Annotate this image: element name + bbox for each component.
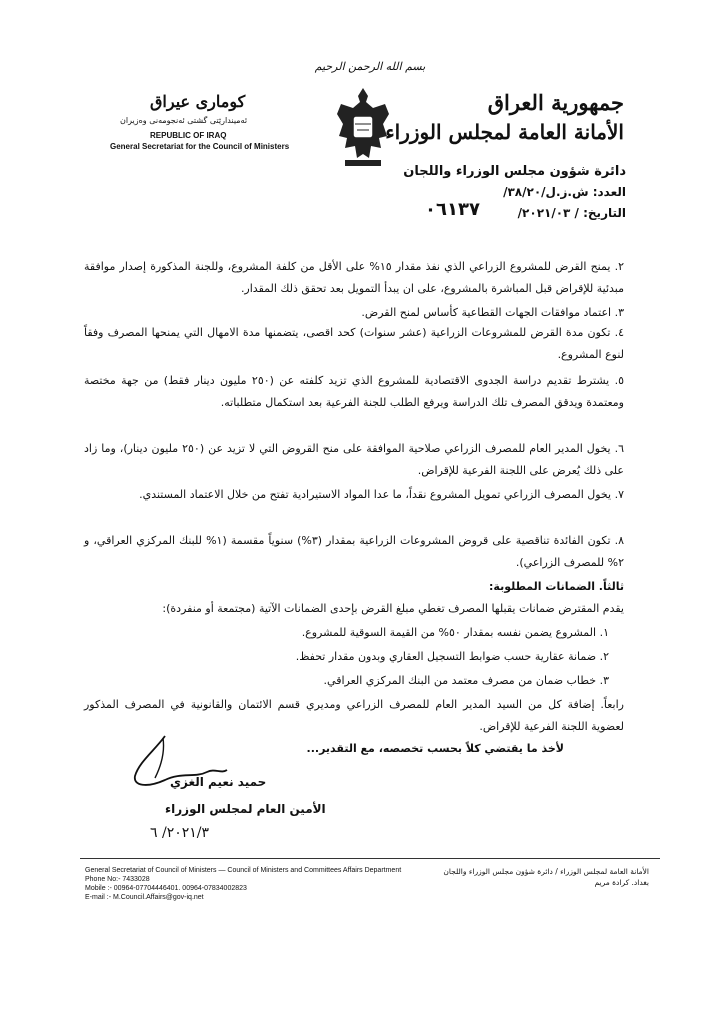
footer-en-line-1: General Secretariat of Council of Ministers — Council of Ministers and Committees Affairs Department bbox=[85, 867, 402, 874]
footer-en-line-2: Phone No:- 7433028 bbox=[85, 876, 150, 883]
header-secretariat-arabic: الأمانة العامة لمجلس الوزراء bbox=[385, 120, 624, 144]
footer-arabic bbox=[389, 866, 649, 888]
header-country-arabic: جمهورية العراق bbox=[487, 90, 624, 115]
header-country-english: REPUBLIC OF IRAQ bbox=[150, 131, 227, 140]
guarantee-2: ٢. ضمانة عقارية حسب ضوابط التسجيل العقاري وبدون مقدار تحفظ. bbox=[295, 650, 609, 663]
handwritten-serial: ٠٦١٣٧ bbox=[425, 199, 480, 220]
item-8: ٨. تكون الفائدة تناقصية على قروض المشروعات الزراعية بمقدار (٣%) سنوياً مقسمة (١% للبنك المركزي العراقي، و ٢% للمصرف الزراعي). bbox=[84, 534, 624, 569]
guarantee-3: ٣. خطاب ضمان من مصرف معتمد من البنك المركزي العراقي. bbox=[323, 674, 609, 687]
reference-number: العدد: ش.ز.ل/٣٨/٢٠/ bbox=[503, 185, 626, 199]
header-secretariat-kurdish: ئه‌ميندارێتی گشتی ئه‌نجومه‌نی وه‌زیران bbox=[120, 116, 248, 125]
department-name: دائرة شؤون مجلس الوزراء واللجان bbox=[403, 164, 626, 179]
fourth-clause: رابعاً. إضافة كل من السيد المدير العام للمصرف الزراعي ومديري قسم الائتمان والقانونية في المصرف المذكور لعضوية اللجنة الفرعية للإقراض. bbox=[84, 698, 624, 733]
guarantees-heading: ثالثاً. الضمانات المطلوبة: bbox=[489, 580, 624, 593]
iraq-eagle-emblem-icon bbox=[333, 84, 393, 170]
guarantee-1: ١. المشروع يضمن نفسه بمقدار ٥٠% من القيمة السوقية للمشروع. bbox=[301, 626, 609, 639]
footer-en-line-4: E-mail :- M.Council.Affairs@gov-iq.net bbox=[85, 894, 204, 901]
guarantees-intro: يقدم المقترض ضمانات يقبلها المصرف تغطي مبلغ القرض بإحدى الضمانات الآتية (مجتمعة أو منفردة): bbox=[162, 602, 624, 615]
footer-ar-line-1: الأمانة العامة لمجلس الوزراء / دائرة شؤون مجلس الوزراء واللجان bbox=[443, 867, 649, 876]
item-2: ٢. يمنح القرض للمشروع الزراعي الذي نفذ مقدار ١٥% على الأقل من كلفة المشروع، وللجنة المذكورة إصدار موافقة مبدئية للإقراض قبل المباشرة بالمشروع، على ان يبدأ التمويل بعد تحقق ذلك المقدار. bbox=[84, 260, 624, 295]
header-country-kurdish: كوماری عيراق bbox=[150, 92, 246, 111]
closing-line: لأخذ ما يقتضي كلاً بحسب تخصصه، مع التقدير... bbox=[306, 742, 564, 755]
footer-divider bbox=[80, 858, 660, 859]
item-4: ٤. تكون مدة القرض للمشروعات الزراعية (عشر سنوات) كحد اقصى، يتضمنها مدة الامهال التي يمنحها المصرف وفقاً لنوع المشروع. bbox=[84, 326, 624, 361]
signatory-title: الأمين العام لمجلس الوزراء bbox=[165, 802, 326, 816]
signature-date: ٢٠٢١/٣/ ٦ bbox=[150, 825, 210, 841]
item-7: ٧. يخول المصرف الزراعي تمويل المشروع نقداً، ما عدا المواد الاستيرادية تفتح من خلال الاعتماد المستندي. bbox=[139, 488, 624, 501]
letter-date: التاريخ: / ٢٠٢١/٠٣/ bbox=[517, 206, 626, 220]
item-6: ٦. يخول المدير العام للمصرف الزراعي صلاحية الموافقة على منح القروض التي لا تزيد عن (٢٥٠ مليون دينار)، وما زاد على ذلك يُعرض على اللجنة الفرعية للإقراض. bbox=[84, 442, 624, 477]
signatory-name: حميد نعيم الغزي bbox=[170, 775, 267, 789]
header-secretariat-english: General Secretariat for the Council of Ministers bbox=[110, 142, 290, 151]
footer-en-line-3: Mobile :- 00964-07704446401. 00964-07834002823 bbox=[85, 885, 247, 892]
basmala: بسم الله الرحمن الرحيم bbox=[314, 60, 426, 73]
item-3: ٣. اعتماد موافقات الجهات القطاعية كأساس لمنح القرض. bbox=[361, 306, 624, 319]
footer-ar-line-2: بغداد. كرادة مريم bbox=[594, 878, 649, 887]
item-5: ٥. يشترط تقديم دراسة الجدوى الاقتصادية للمشروع الذي تزيد كلفته عن (٢٥٠ مليون دينار فقط) من جهة مختصة ومعتمدة ويدقق المصرف تلك الدراسة ويرفع الطلب للجنة الفرعية بعد استكمال متطلباته. bbox=[84, 374, 624, 409]
